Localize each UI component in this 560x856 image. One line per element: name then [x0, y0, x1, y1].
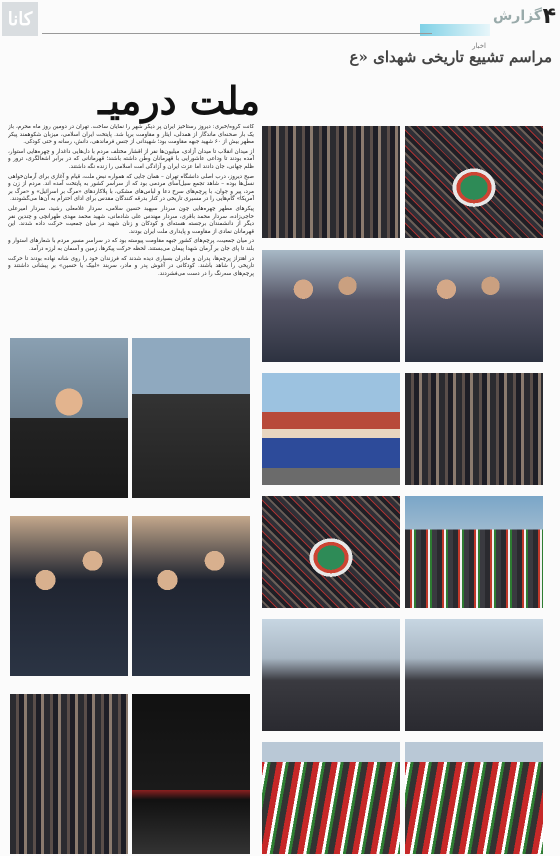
page-number: ۴ [542, 4, 556, 29]
body-paragraph: در اهتزاز پرچم‌ها، پدران و مادران بسیاری دیده شدند که فرزندان خود را روی شانه نهاده بودند تا حرکت تاریخی را شاهد باشند. کودکانی در آغوش پدر و مادر، سربند «لبیک یا حسین» بر پیشانی داشتند و پرچم‌های سه‌رنگ را در دست می‌فشردند. [8, 255, 254, 277]
photo-boy-headband [10, 338, 128, 498]
photo-city-crowd [262, 619, 400, 731]
photo-martyr-portrait [132, 338, 250, 498]
body-paragraph: کانت گروه/خبری: دیروز رستاخیز ایران پر دیگر شهر را نمایان ساخت. تهران در دومین روز ماه محرم، باز یک بار صحنه‌ای ماندگار از همدلی، ایثار و مقاومت برپا شد. پایتخت ایران اسلامی، میزبان شکوهمند پیکر مطهر بیش از ۶۰ شهید جبهه مقاومت بود؛ شهیدانی از جنس فرماندهی، دانش، رسانه و حتی کودکی. [8, 124, 254, 146]
photo-avenue-crowd [405, 619, 543, 731]
section-title: گزارش [492, 8, 542, 24]
body-paragraph: پیکرهای مطهر چهره‌هایی چون سردار سپهبد حسین سلامی، سردار غلامعلی رشید، سردار امیرعلی حاجی‌زاده، سردار محمد باقری، سردار مهندس علی شادمانی، شهید محمد مهدی طهرانچی و چندین نفر دیگر از دانشمندان برجسته هسته‌ای و کودکان و زنان شهید در میان جمعیت حرکت داده شدند. این قهرمانان نمادی از مقاومت و پایداری ملت ایران بودند. [8, 205, 254, 235]
photo-officials-front [405, 250, 543, 362]
photo-clergy-crowd [10, 516, 128, 676]
photo-black-flag [132, 694, 250, 854]
page-header [0, 0, 560, 50]
article-body [8, 124, 254, 330]
header-date: اخبار [472, 42, 486, 50]
photo-officials-walking [132, 516, 250, 676]
article-subtitle: مراسم تشییع تاریخی شهدای «ع [349, 48, 552, 66]
header-accent-strip [420, 24, 490, 36]
photo-officials-march [262, 250, 400, 362]
body-paragraph: صبح دیروز، درب اصلی دانشگاه تهران – همان جایی که همواره نبض ملت، قیام و آغازی برای آرمان‌خواهی نسل‌ها بوده – شاهد تجمع سیل‌آسای مردمی بود که از سراسر کشور به پایتخت آمده اند. مردم از زن و مرد، پیر و جوان، با پرچم‌های سرخ دعا و لباس‌های مشکی، با پلاکاردهای «مرگ بر اسرائیل» و «مرگ بر آمریکا» گام‌هایی را در مسیری تاریخی در کنار بدرقه کنندگان مقدس برای ادای احترام به آن‌ها می‌گشودند. [8, 173, 254, 203]
photo-crowd-women-flags [262, 126, 400, 238]
photo-red-flags-crowd [262, 742, 400, 854]
photo-banners-street [405, 496, 543, 608]
body-paragraph: در میان جمعیت، پرچم‌های کشور جبهه مقاومت پیوسته بود که در سراسر مسیر مردم با شعارهای استوار و بلند تا پای جان بر آرمان شهدا پیمان می‌بستند. لحظه حرکت پیکرها، زمین و آسمان به لرزه درآمد. [8, 238, 254, 252]
article-headline: ملت درمیـ [98, 78, 260, 123]
photo-mourners-women [405, 373, 543, 485]
photo-aerial-square [405, 126, 543, 238]
newspaper-logo: کانا [2, 2, 38, 36]
header-rule [42, 33, 432, 34]
photo-flag-sea [405, 742, 543, 854]
photo-university-gate [262, 373, 400, 485]
body-paragraph: از میدان انقلاب تا میدان آزادی، میلیون‌ها نفر از اقشار مختلف مردم با دل‌هایی داغدار و چهره‌هایی استوار، آمده بودند تا وداعی عاشورایی با قهرمانان وطن داشته باشند؛ قهرمانانی که در برابر اشغالگری، ترور و ظلم جهانی، جان دادند اما عزت ایران و آزادگی امت اسلامی را زنده نگه داشتند. [8, 148, 254, 170]
photo-aerial-flags [262, 496, 400, 608]
photo-street-aerial [10, 694, 128, 854]
